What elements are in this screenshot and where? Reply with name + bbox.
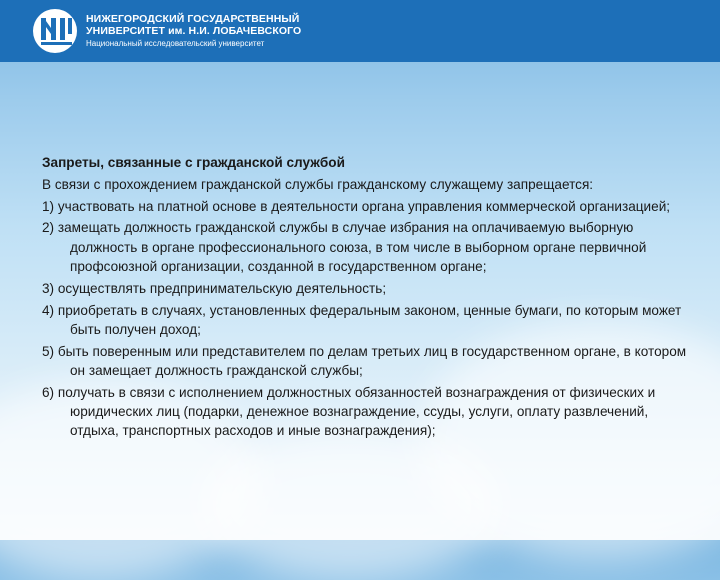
university-logo-icon — [32, 8, 78, 54]
university-name-line2: УНИВЕРСИТЕТ им. Н.И. ЛОБАЧЕВСКОГО — [86, 25, 302, 37]
slide-intro: В связи с прохождением гражданской службы гражданскому служащему запрещается: — [42, 176, 594, 192]
slide-title: Запреты, связанные с гражданской службой — [42, 155, 345, 170]
university-name-line1: НИЖЕГОРОДСКИЙ ГОСУДАРСТВЕННЫЙ — [86, 13, 300, 25]
slide-content — [42, 153, 692, 443]
list-item: 3) осуществлять предпринимательскую деятельность; — [42, 280, 387, 296]
cloud-decoration — [200, 430, 500, 580]
header-bar — [0, 0, 720, 62]
list-item: 2) замещать должность гражданской службы в случае избрания на оплачиваемую выборную должность в органе профессионального союза, в том числе в выборном органе первичной профсоюзной организации, созданной в государственном органе; — [42, 220, 647, 274]
university-subtitle: Национальный исследовательский университет — [86, 39, 265, 48]
university-name — [86, 13, 301, 49]
list-item: 4) приобретать в случаях, установленных федеральным законом, ценные бумаги, по которым может быть получен доход; — [42, 302, 682, 337]
list-item: 5) быть поверенным или представителем по делам третьих лиц в государственном органе, в котором он замещает должность гражданской службы; — [42, 343, 687, 378]
list-item: 6) получать в связи с исполнением должностных обязанностей вознаграждения от физических и юридических лиц (подарки, денежное вознаграждение, ссуды, услуги, оплату развлечений, отдыха, транспортных расходов и иные вознаграждения); — [42, 384, 656, 439]
list-item: 1) участвовать на платной основе в деятельности органа управления коммерческой организацией; — [42, 198, 671, 214]
